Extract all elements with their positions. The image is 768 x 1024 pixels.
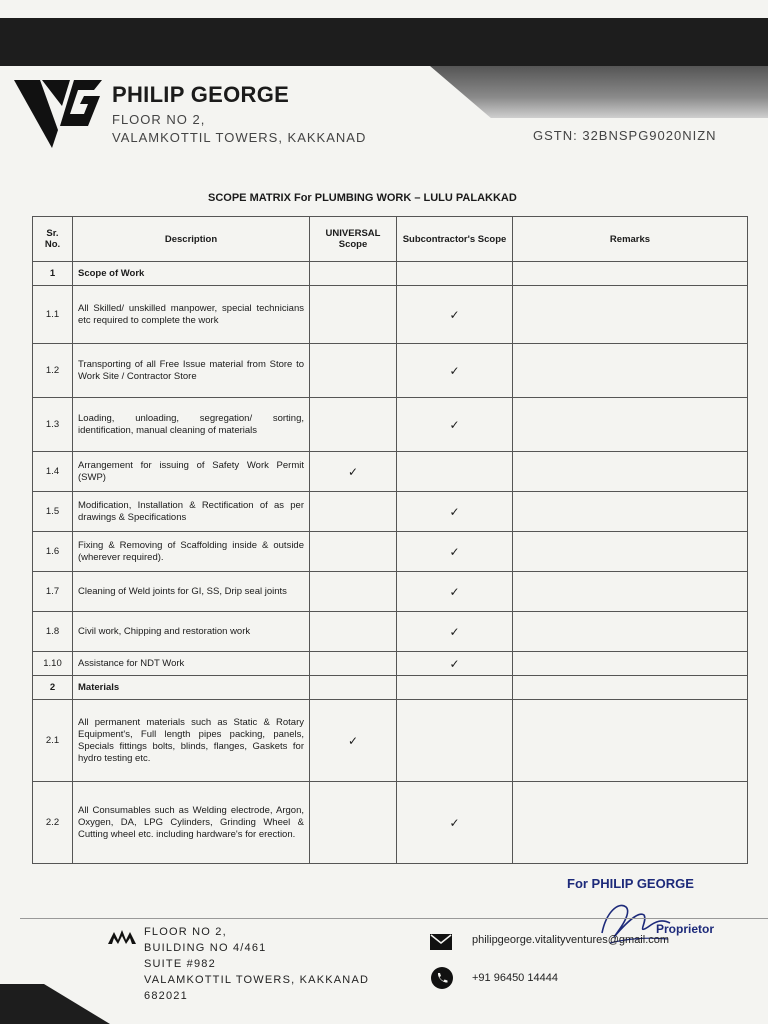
company-name: PHILIP GEORGE — [112, 82, 290, 107]
cell-subcontractor-scope: ✓ — [397, 652, 513, 676]
cell-description: Loading, unloading, segregation/ sorting, identification, manual cleaning of materials — [73, 398, 310, 452]
cell-remarks — [513, 452, 748, 492]
table-header-row — [33, 217, 748, 262]
header-subcontractor-scope: Subcontractor's Scope — [397, 217, 513, 262]
header-sr-no: Sr. No. — [33, 217, 73, 262]
cell-universal-scope — [310, 262, 397, 286]
cell-description: Materials — [73, 676, 310, 700]
gstn-number: GSTN: 32BNSPG9020NIZN — [533, 128, 717, 143]
cell-description: Transporting of all Free Issue material from Store to Work Site / Contractor Store — [73, 344, 310, 398]
cell-subcontractor-scope: ✓ — [397, 782, 513, 864]
cell-sr-no: 1.5 — [33, 492, 73, 532]
cell-description: All Skilled/ unskilled manpower, special technicians etc required to complete the work — [73, 286, 310, 344]
cell-universal-scope: ✓ — [310, 452, 397, 492]
footer-address-line: BUILDING NO 4/461 — [144, 942, 267, 954]
table-row — [33, 782, 748, 864]
cell-sr-no: 1.4 — [33, 452, 73, 492]
cell-remarks — [513, 532, 748, 572]
cell-sr-no: 1.3 — [33, 398, 73, 452]
cell-remarks — [513, 398, 748, 452]
footer-corner-decoration — [0, 984, 110, 1024]
footer-address-line: VALAMKOTTIL TOWERS, KAKKANAD — [144, 974, 370, 986]
table-row — [33, 652, 748, 676]
cell-remarks — [513, 492, 748, 532]
table-row — [33, 532, 748, 572]
cell-description: All Consumables such as Welding electrode, Argon, Oxygen, DA, LPG Cylinders, Grinding Wheel & Cutting wheel etc. including hardware's for erection. — [73, 782, 310, 864]
company-logo-icon — [14, 76, 104, 152]
table-row — [33, 344, 748, 398]
cell-sr-no: 1.6 — [33, 532, 73, 572]
scope-matrix-table — [32, 216, 748, 864]
cell-universal-scope — [310, 492, 397, 532]
for-company-label: For PHILIP GEORGE — [567, 876, 694, 891]
footer-email: philipgeorge.vitalityventures@gmail.com — [472, 934, 670, 946]
section-row — [33, 676, 748, 700]
header-dark-band — [0, 18, 768, 66]
table-body — [33, 262, 748, 864]
cell-sr-no: 2.1 — [33, 700, 73, 782]
cell-remarks — [513, 572, 748, 612]
proprietor-label: Proprietor — [656, 922, 715, 936]
footer-address-line: SUITE #982 — [144, 958, 216, 970]
cell-universal-scope: ✓ — [310, 700, 397, 782]
section-row — [33, 262, 748, 286]
cell-remarks — [513, 344, 748, 398]
cell-description: Modification, Installation & Rectification of as per drawings & Specifications — [73, 492, 310, 532]
cell-description: Cleaning of Weld joints for GI, SS, Drip seal joints — [73, 572, 310, 612]
footer-address-line: FLOOR NO 2, — [144, 926, 227, 938]
cell-sr-no: 1.10 — [33, 652, 73, 676]
footer-divider — [20, 918, 768, 919]
cell-sr-no: 1.1 — [33, 286, 73, 344]
cell-universal-scope — [310, 676, 397, 700]
cell-universal-scope — [310, 286, 397, 344]
cell-remarks — [513, 652, 748, 676]
cell-subcontractor-scope — [397, 262, 513, 286]
footer-address-line: 682021 — [144, 990, 188, 1002]
header-remarks: Remarks — [513, 217, 748, 262]
header-address-line1: FLOOR NO 2, — [112, 112, 206, 127]
header-address-line2: VALAMKOTTIL TOWERS, KAKKANAD — [112, 130, 367, 145]
cell-subcontractor-scope: ✓ — [397, 492, 513, 532]
cell-subcontractor-scope: ✓ — [397, 398, 513, 452]
header-universal-scope: UNIVERSAL Scope — [310, 217, 397, 262]
cell-remarks — [513, 262, 748, 286]
cell-subcontractor-scope: ✓ — [397, 344, 513, 398]
cell-sr-no: 2.2 — [33, 782, 73, 864]
cell-sr-no: 1 — [33, 262, 73, 286]
cell-universal-scope — [310, 782, 397, 864]
cell-universal-scope — [310, 572, 397, 612]
cell-universal-scope — [310, 652, 397, 676]
cell-subcontractor-scope: ✓ — [397, 572, 513, 612]
mail-icon — [430, 934, 452, 950]
footer-phone: +91 96450 14444 — [472, 972, 558, 984]
cell-universal-scope — [310, 612, 397, 652]
table-row — [33, 700, 748, 782]
cell-remarks — [513, 676, 748, 700]
cell-subcontractor-scope: ✓ — [397, 532, 513, 572]
cell-description: Fixing & Removing of Scaffolding inside & outside (wherever required). — [73, 532, 310, 572]
cell-description: Assistance for NDT Work — [73, 652, 310, 676]
table-row — [33, 612, 748, 652]
table-row — [33, 286, 748, 344]
cell-description: Scope of Work — [73, 262, 310, 286]
cell-subcontractor-scope — [397, 452, 513, 492]
cell-universal-scope — [310, 344, 397, 398]
header-description: Description — [73, 217, 310, 262]
cell-description: Civil work, Chipping and restoration work — [73, 612, 310, 652]
phone-icon — [431, 967, 453, 989]
cell-subcontractor-scope — [397, 676, 513, 700]
table-row — [33, 492, 748, 532]
cell-sr-no: 1.8 — [33, 612, 73, 652]
table-row — [33, 572, 748, 612]
cell-universal-scope — [310, 532, 397, 572]
cell-description: All permanent materials such as Static & Rotary Equipment's, Full length pipes packing, panels, Specials fittings bolts, blinds, flanges, Gaskets for hydro testing etc. — [73, 700, 310, 782]
table-row — [33, 398, 748, 452]
cell-subcontractor-scope: ✓ — [397, 286, 513, 344]
cell-sr-no: 1.2 — [33, 344, 73, 398]
table-row — [33, 452, 748, 492]
cell-subcontractor-scope: ✓ — [397, 612, 513, 652]
cell-subcontractor-scope — [397, 700, 513, 782]
footer-logo-icon — [108, 926, 136, 948]
cell-sr-no: 2 — [33, 676, 73, 700]
cell-sr-no: 1.7 — [33, 572, 73, 612]
cell-remarks — [513, 286, 748, 344]
document-title: SCOPE MATRIX For PLUMBING WORK – LULU PALAKKAD — [208, 192, 517, 204]
cell-description: Arrangement for issuing of Safety Work Permit (SWP) — [73, 452, 310, 492]
cell-remarks — [513, 700, 748, 782]
header-gray-band — [430, 66, 768, 118]
cell-remarks — [513, 612, 748, 652]
cell-universal-scope — [310, 398, 397, 452]
cell-remarks — [513, 782, 748, 864]
